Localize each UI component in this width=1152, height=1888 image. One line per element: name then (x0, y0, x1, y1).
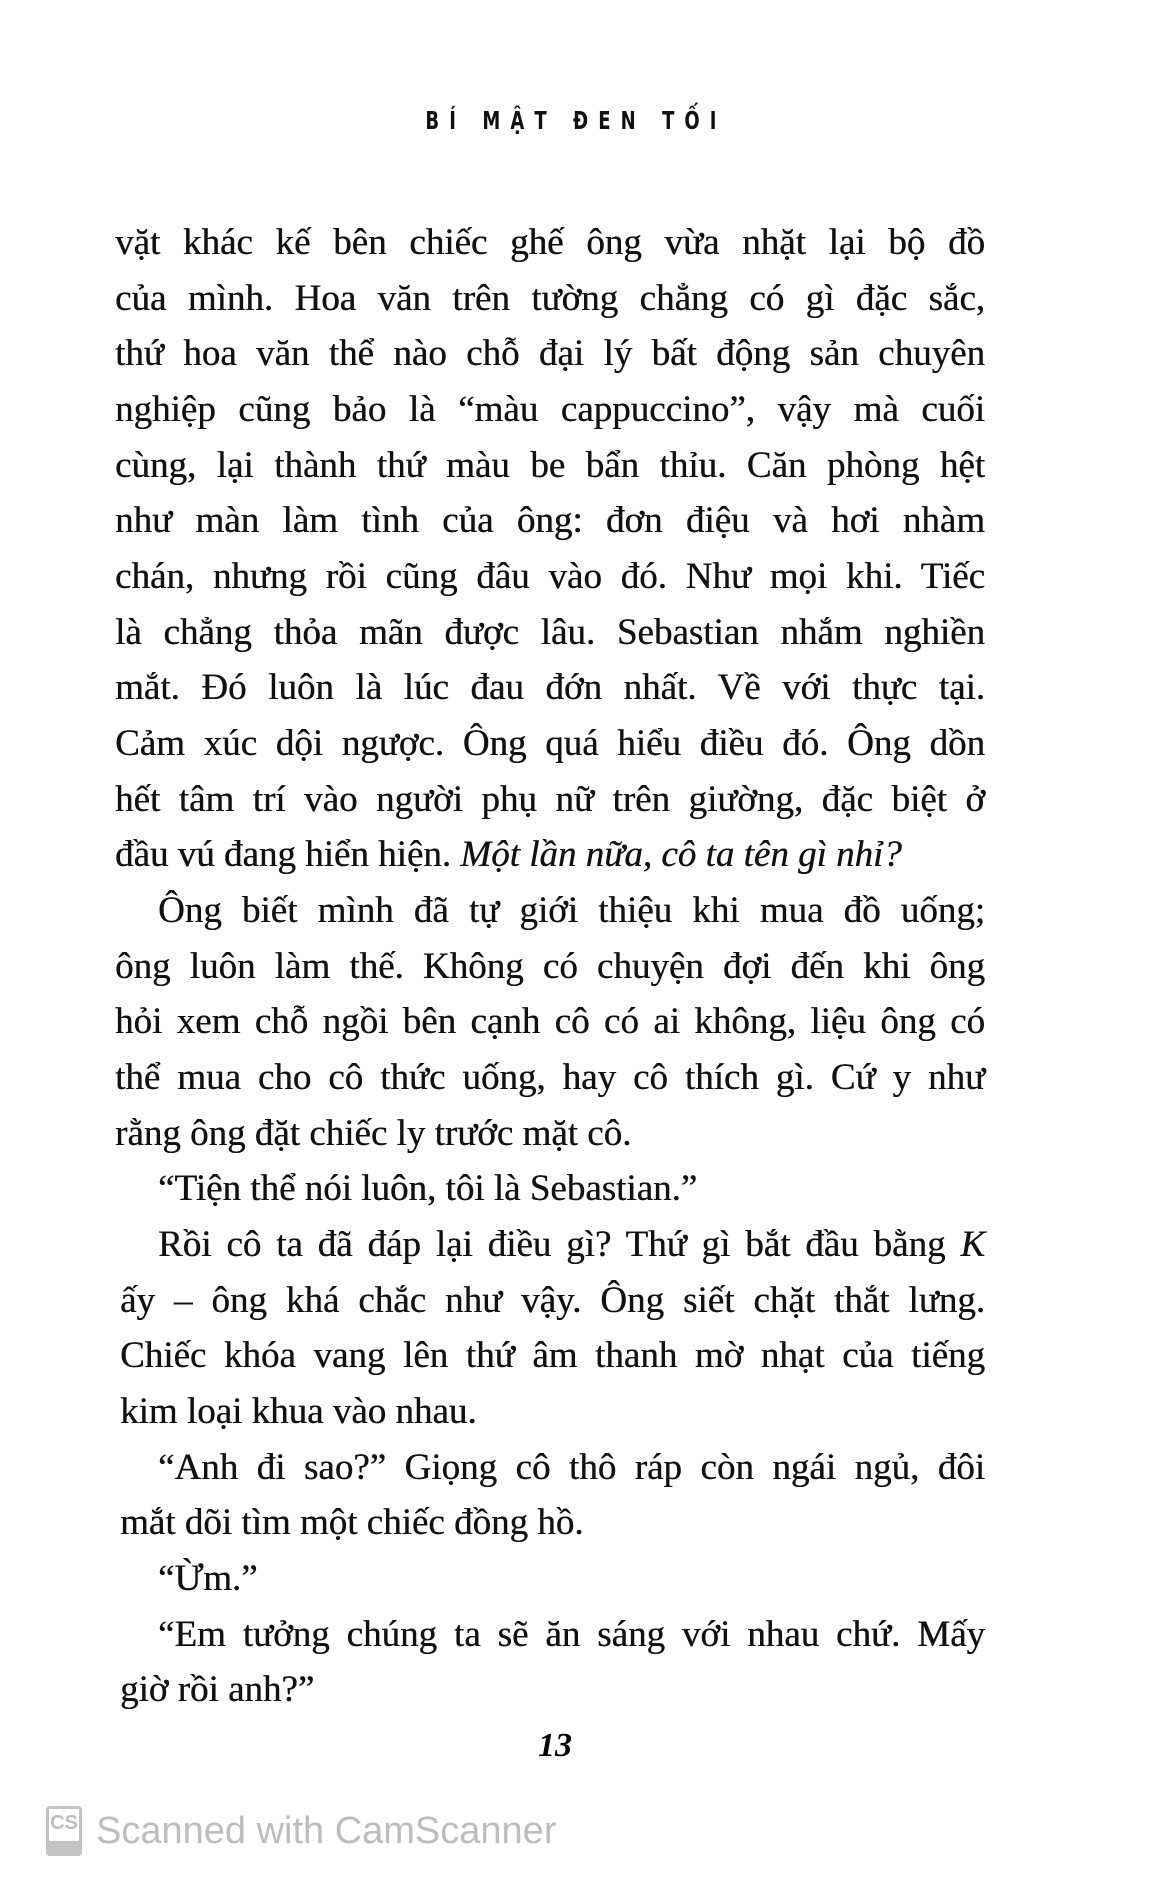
text-line: như màn làm tình của ông: đơn điệu và hơi nhàm (115, 500, 985, 541)
text-line: Chiếc khóa vang lên thứ âm thanh mờ nhạt của tiếng (120, 1335, 985, 1376)
text-line (115, 827, 985, 883)
text-line: kim loại khua vào nhau. (120, 1391, 477, 1432)
text-fragment: Rồi cô ta đã đáp lại điều gì? Thứ gì bắt đầu bằng (158, 1224, 946, 1265)
text-line: thứ hoa văn thể nào chỗ đại lý bất động sản chuyên (115, 333, 985, 374)
camscanner-logo-icon: CS (46, 1806, 82, 1856)
text-line: chán, nhưng rồi cũng đâu vào đó. Như mọi khi. Tiếc (115, 556, 985, 597)
text-fragment: đầu vú đang hiển hiện. (115, 834, 451, 875)
text-line: hỏi xem chỗ ngồi bên cạnh cô có ai không, liệu ông có (115, 1001, 985, 1042)
italic-letter: K (960, 1224, 985, 1265)
text-line: Cảm xúc dội ngược. Ông quá hiểu điều đó. Ông dồn (115, 723, 985, 764)
text-line: hết tâm trí vào người phụ nữ trên giường, đặc biệt ở (115, 779, 985, 820)
camscanner-watermark (46, 1806, 556, 1856)
text-line: “Anh đi sao?” Giọng cô thô ráp còn ngái ngủ, đôi (158, 1447, 985, 1488)
text-line: vặt khác kế bên chiếc ghế ông vừa nhặt lại bộ đồ (115, 222, 985, 263)
text-line (158, 1217, 985, 1273)
text-line: mắt. Đó luôn là lúc đau đớn nhất. Về với thực tại. (115, 667, 985, 708)
text-line: là chẳng thỏa mãn được lâu. Sebastian nhắm nghiền (115, 612, 985, 653)
running-title: BÍ MẬT ĐEN TỐI (425, 106, 727, 135)
text-line: mắt dõi tìm một chiếc đồng hồ. (120, 1502, 584, 1543)
text-line: thể mua cho cô thức uống, hay cô thích gì. Cứ y như (115, 1057, 985, 1098)
text-line: ấy – ông khá chắc như vậy. Ông siết chặt thắt lưng. (120, 1280, 985, 1321)
text-line: ông luôn làm thế. Không có chuyện đợi đến khi ông (115, 946, 985, 987)
text-line: nghiệp cũng bảo là “màu cappuccino”, vậy mà cuối (115, 389, 985, 430)
text-line: cùng, lại thành thứ màu be bẩn thỉu. Căn phòng hệt (115, 445, 985, 486)
text-line: Ông biết mình đã tự giới thiệu khi mua đồ uống; (158, 890, 985, 931)
text-line: “Em tưởng chúng ta sẽ ăn sáng với nhau chứ. Mấy (158, 1614, 985, 1655)
watermark-text: Scanned with CamScanner (96, 1809, 557, 1852)
text-line: “Ừm.” (158, 1558, 258, 1599)
page-number: 13 (538, 1727, 572, 1764)
text-line: giờ rồi anh?” (120, 1669, 315, 1710)
italic-thought: Một lần nữa, cô ta tên gì nhỉ? (460, 834, 902, 875)
text-line: rằng ông đặt chiếc ly trước mặt cô. (115, 1113, 632, 1154)
text-line: “Tiện thể nói luôn, tôi là Sebastian.” (158, 1168, 698, 1209)
text-line: của mình. Hoa văn trên tường chẳng có gì đặc sắc, (115, 278, 985, 319)
